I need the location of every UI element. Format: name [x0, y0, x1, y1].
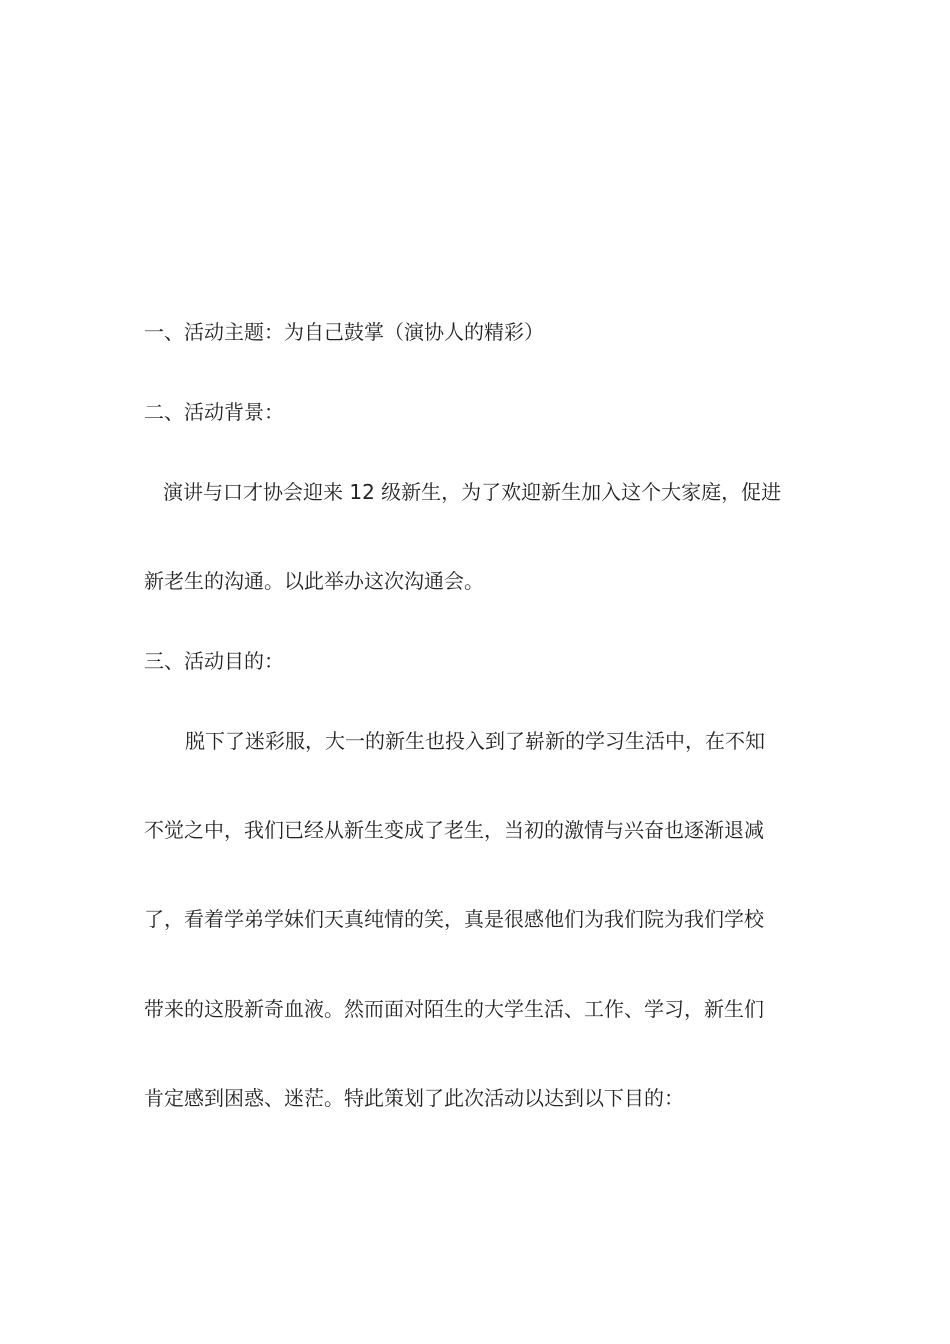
- section-heading-theme: 一、活动主题：为自己鼓掌（演协人的精彩）: [144, 320, 544, 344]
- background-paragraph-line: 演讲与口才协会迎来 12 级新生，为了欢迎新生加入这个大家庭，促进: [163, 480, 782, 504]
- purpose-paragraph-line: 肯定感到困惑、迷茫。特此策划了此次活动以达到以下目的：: [144, 1086, 684, 1110]
- background-paragraph-line: 新老生的沟通。以此举办这次沟通会。: [144, 569, 484, 593]
- purpose-paragraph-line: 带来的这股新奇血液。然而面对陌生的大学生活、工作、学习，新生们: [144, 997, 764, 1021]
- section-heading-purpose: 三、活动目的：: [144, 649, 284, 673]
- purpose-paragraph-line: 不觉之中，我们已经从新生变成了老生，当初的激情与兴奋也逐渐退减: [144, 818, 764, 842]
- section-heading-background: 二、活动背景：: [144, 400, 284, 424]
- purpose-paragraph-line: 脱下了迷彩服，大一的新生也投入到了崭新的学习生活中，在不知: [185, 729, 765, 753]
- purpose-paragraph-line: 了，看着学弟学妹们天真纯情的笑，真是很感他们为我们院为我们学校: [144, 907, 764, 931]
